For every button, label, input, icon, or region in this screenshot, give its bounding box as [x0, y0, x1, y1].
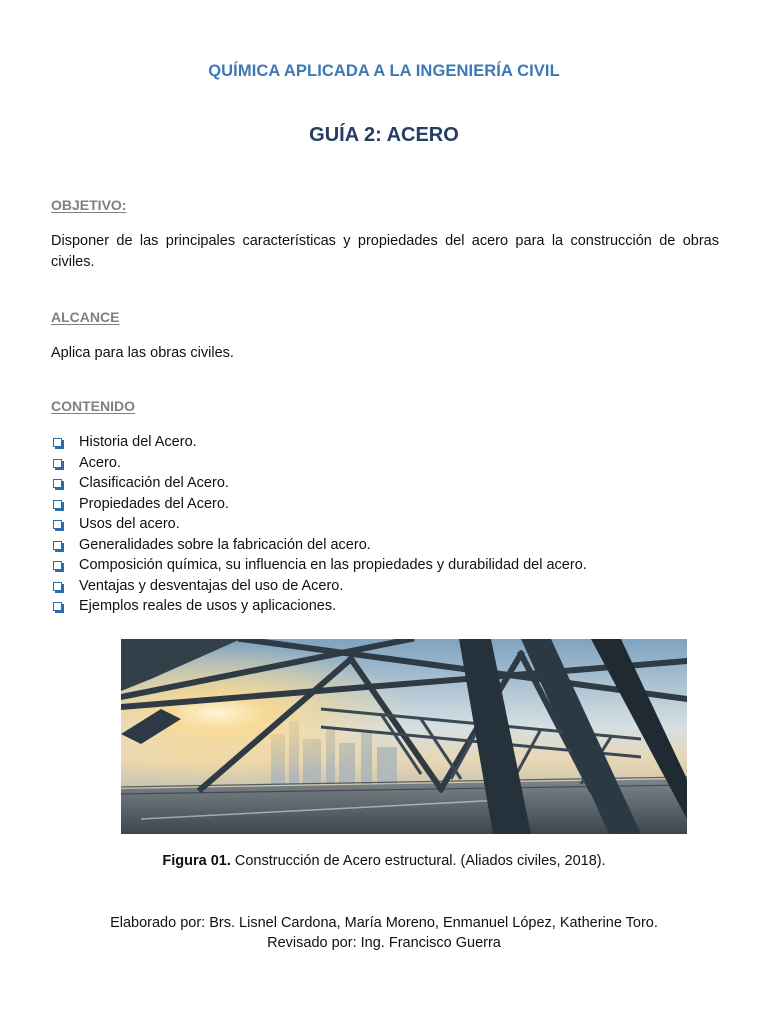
objective-text: Disponer de las principales características y propiedades del acero para la construcción de obras civiles.	[51, 233, 719, 270]
list-item-label: Generalidades sobre la fabricación del acero.	[79, 536, 371, 553]
list-item-label: Usos del acero.	[79, 516, 180, 532]
list-item-label: Acero.	[79, 454, 121, 471]
scope-text: Aplica para las obras civiles.	[51, 345, 234, 361]
checkbox-bullet-icon	[53, 500, 62, 509]
list-item	[51, 555, 587, 576]
figure-caption-text: Construcción de Acero estructural. (Aliados civiles, 2018).	[230, 853, 606, 869]
course-title: QUÍMICA APLICADA A LA INGENIERÍA CIVIL	[208, 62, 560, 80]
list-item	[51, 576, 587, 597]
list-item	[51, 494, 587, 515]
guide-title: GUÍA 2: ACERO	[309, 124, 459, 146]
list-item-label: Clasificación del Acero.	[79, 475, 229, 491]
credits-block	[0, 913, 768, 953]
checkbox-bullet-icon	[53, 582, 62, 591]
list-item-label: Ejemplos reales de usos y aplicaciones.	[79, 598, 337, 614]
checkbox-bullet-icon	[53, 541, 62, 550]
checkbox-bullet-icon	[53, 438, 62, 447]
reviewed-by-line: Revisado por: Ing. Francisco Guerra	[267, 935, 501, 951]
list-item-label: Historia del Acero.	[79, 434, 197, 450]
checkbox-bullet-icon	[53, 459, 62, 468]
checkbox-bullet-icon	[53, 561, 62, 570]
checkbox-bullet-icon	[53, 479, 62, 488]
figure-caption-label: Figura 01.	[162, 853, 231, 869]
list-item	[51, 535, 587, 556]
list-item-label: Composición química, su influencia en las propiedades y durabilidad del acero.	[79, 557, 587, 573]
checkbox-bullet-icon	[53, 602, 62, 611]
checkbox-bullet-icon	[53, 520, 62, 529]
list-item	[51, 473, 587, 494]
list-item-label: Ventajas y desventajas del uso de Acero.	[79, 577, 344, 594]
scope-heading: ALCANCE	[51, 309, 120, 325]
objective-heading: OBJETIVO:	[51, 197, 127, 213]
contents-heading: CONTENIDO	[51, 398, 135, 414]
list-item-label: Propiedades del Acero.	[79, 495, 229, 512]
list-item	[51, 453, 587, 474]
list-item	[51, 514, 587, 535]
prepared-by-line: Elaborado por: Brs. Lisnel Cardona, María Moreno, Enmanuel López, Katherine Toro.	[110, 915, 658, 931]
figure-caption	[0, 853, 768, 869]
list-item	[51, 596, 587, 617]
list-item	[51, 432, 587, 453]
steel-bridge-photo	[121, 639, 687, 834]
contents-list	[51, 432, 587, 617]
